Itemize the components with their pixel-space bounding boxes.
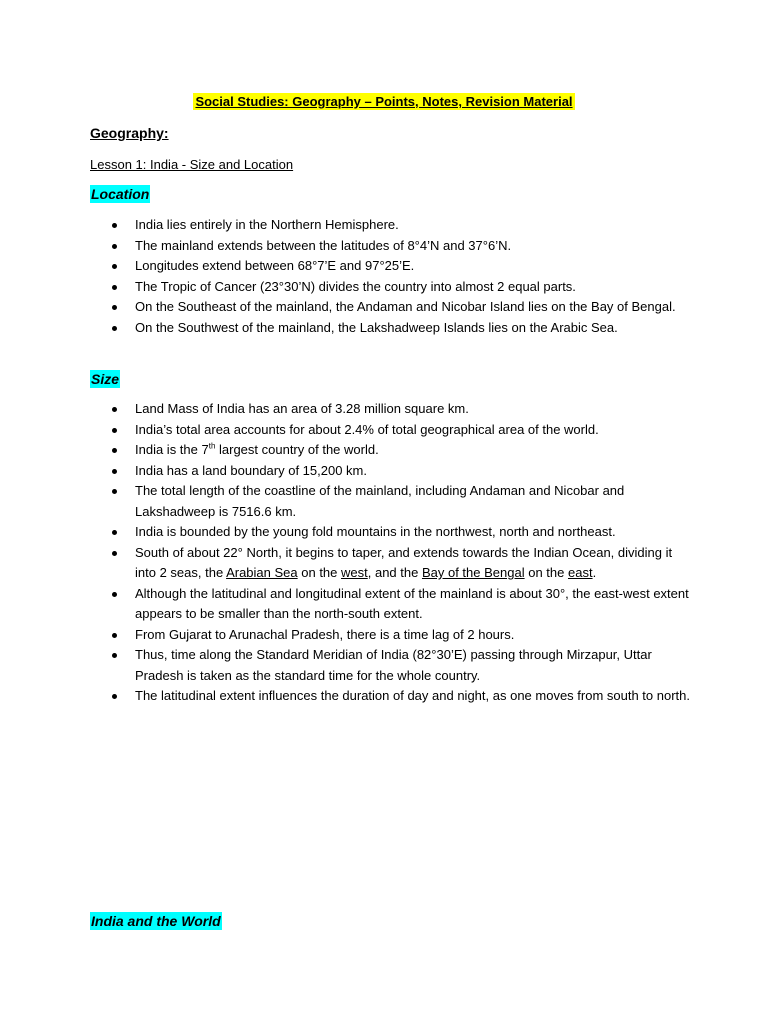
- section-heading-india-and-the-world: India and the World: [91, 913, 221, 929]
- list-item: [90, 543, 690, 584]
- list-item-text: On the Southwest of the mainland, the Lakshadweep Islands lies on the Arabic Sea.: [135, 319, 618, 335]
- bullet-icon: [112, 633, 117, 638]
- bullet-icon: [112, 694, 117, 699]
- list-item-text: Although the latitudinal and longitudinal extent of the mainland is about 30°, the east-west extent appears to be smaller than the north-south extent.: [135, 585, 689, 621]
- list-item: [90, 645, 690, 686]
- superscript: th: [208, 441, 216, 451]
- list-item-text: The latitudinal extent influences the duration of day and night, as one moves from south to north.: [135, 688, 691, 703]
- title-wrap: [0, 93, 768, 111]
- list-item: [90, 215, 690, 236]
- bullet-icon: [112, 326, 117, 331]
- document-title: Social Studies: Geography – Points, Notes, Revision Material: [195, 94, 573, 109]
- list-item-text: The total length of the coastline of the mainland, including Andaman and Nicobar and Lakshadweep is 7516.6 km.: [135, 483, 625, 519]
- list-item-text: , and the: [367, 565, 422, 580]
- list-item-text: largest country of the world.: [215, 442, 379, 457]
- list-item: [90, 236, 690, 257]
- list-item-text: on the: [297, 565, 342, 580]
- list-item-text: India is bounded by the young fold mountains in the northwest, north and northeast.: [135, 524, 616, 539]
- list-item: [90, 256, 690, 277]
- list-item: [90, 461, 690, 482]
- list-item-text: India lies entirely in the Northern Hemisphere.: [135, 217, 399, 232]
- list-item-text: Thus, time along the Standard Meridian of India (82°30’E) passing through Mirzapur, Uttar Pradesh is taken as the standard time for the whole country.: [135, 647, 652, 683]
- bullet-icon: [112, 264, 117, 269]
- list-item-text: From Gujarat to Arunachal Pradesh, there is a time lag of 2 hours.: [135, 626, 515, 642]
- underlined-text: west: [341, 565, 368, 580]
- bullet-icon: [112, 285, 117, 290]
- list-item-text: on the: [524, 565, 568, 580]
- bullet-icon: [112, 244, 117, 249]
- list-item-text: Land Mass of India has an area of 3.28 million square km.: [135, 401, 469, 416]
- bullet-icon: [112, 653, 117, 658]
- bullet-icon: [112, 592, 117, 597]
- section-heading-size: Size: [91, 371, 120, 387]
- list-item-text: India is the 7: [135, 442, 209, 457]
- list-item: [90, 686, 690, 707]
- list-item-text: India’s total area accounts for about 2.4% of total geographical area of the world.: [135, 421, 599, 437]
- size-list: [90, 399, 690, 707]
- bullet-icon: [112, 530, 117, 535]
- bullet-icon: [112, 469, 117, 474]
- list-item-text: India has a land boundary of 15,200 km.: [135, 462, 367, 478]
- list-item-text: The Tropic of Cancer (23°30’N) divides the country into almost 2 equal parts.: [135, 278, 576, 294]
- list-item: [90, 297, 690, 318]
- lesson-title: Lesson 1: India - Size and Location: [90, 157, 294, 172]
- location-list: [90, 215, 690, 338]
- bullet-icon: [112, 305, 117, 310]
- bullet-icon: [112, 489, 117, 494]
- bullet-icon: [112, 223, 117, 228]
- underlined-text: Bay of the Bengal: [421, 565, 525, 580]
- bullet-icon: [112, 448, 117, 453]
- list-item: [90, 399, 690, 420]
- list-item: [90, 440, 690, 461]
- list-item: [90, 481, 690, 522]
- bullet-icon: [112, 428, 117, 433]
- list-item: [90, 318, 690, 339]
- underlined-text: Arabian Sea: [226, 565, 298, 580]
- geography-heading: Geography:: [90, 125, 169, 141]
- list-item: [90, 584, 690, 625]
- bullet-icon: [112, 407, 117, 412]
- list-item: [90, 625, 690, 646]
- list-item: [90, 522, 690, 543]
- list-item-text: South of about 22° North, it begins to taper, and extends towards the Indian Ocean, dividing it into 2 seas, the: [135, 544, 673, 580]
- list-item-text: On the Southeast of the mainland, the Andaman and Nicobar Island lies on the Bay of Bengal.: [135, 299, 676, 314]
- bullet-icon: [112, 551, 117, 556]
- list-item: [90, 420, 690, 441]
- list-item-text: .: [592, 565, 597, 580]
- list-item: [90, 277, 690, 298]
- list-item-text: The mainland extends between the latitudes of 8°4’N and 37°6’N.: [135, 237, 512, 253]
- underlined-text: east: [567, 565, 593, 580]
- section-heading-location: Location: [91, 186, 150, 202]
- list-item-text: Longitudes extend between 68°7’E and 97°25’E.: [135, 258, 415, 273]
